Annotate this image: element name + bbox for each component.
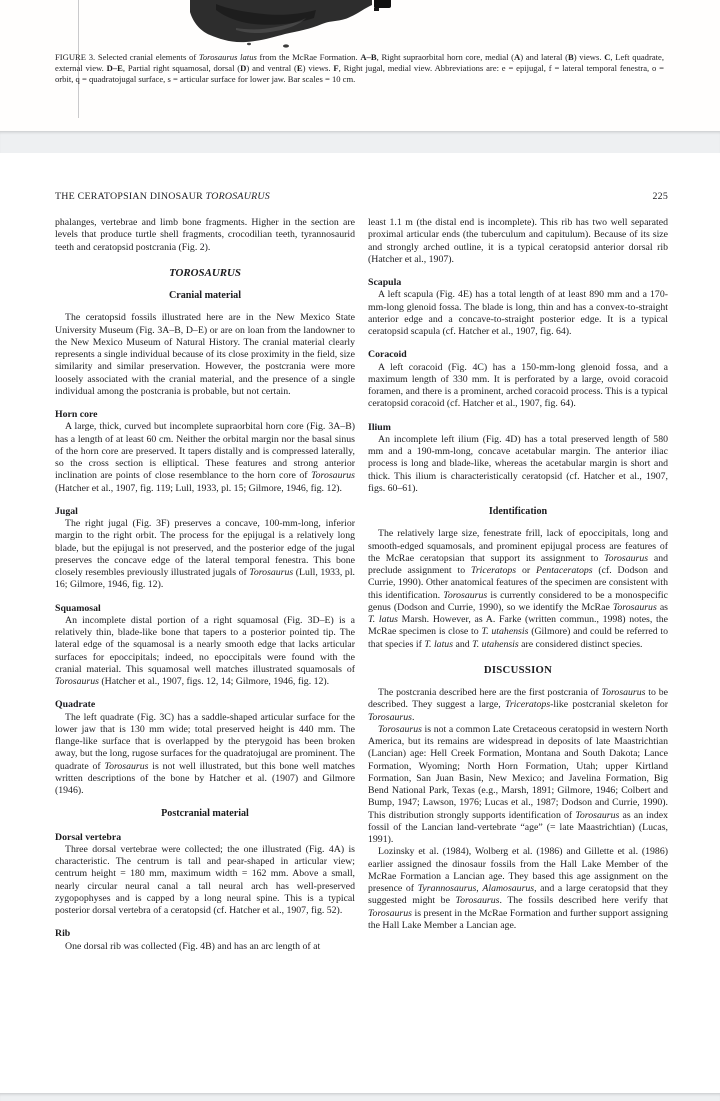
section-heading: Cranial material <box>168 290 242 301</box>
page-2 <box>0 153 720 1093</box>
section-heading: Dorsal vertebra <box>55 831 122 843</box>
section-heading: Postcranial material <box>161 808 249 820</box>
fossil-specimen-photo <box>186 0 376 50</box>
section-heading: Squamosal <box>55 602 101 614</box>
scale-bar-fragment <box>374 0 391 8</box>
paragraph: phalanges, vertebrae and limb bone fragments. Higher in the section are levels that produce turtle shell fragments, crocodilian teeth, tyrannosaurid teeth and ceratopsid postcrania (Fig. 2). <box>55 217 355 253</box>
section-heading: Identification <box>488 506 548 517</box>
section-heading: Horn core <box>55 409 98 420</box>
paragraph: Three dorsal vertebrae were collected; the one illustrated (Fig. 4A) is characteristic. The centrum is tall and pear-shaped in articular view; centrum height = 180 mm, maximum width = 162 mm. Above a small, nearly circular neural canal a tall neural arch has well-preserved zygopophyses and is capped by a long neural spine. This is a typical posterior dorsal vertebra of a ceratopsid (cf. Hatcher et al., 1907, fig. 52). <box>55 843 355 916</box>
paragraph: The postcrania described here are the first postcrania of Torosaurus to be described. They suggest a large, Triceratops-like postcranial skeleton for Torosaurus. <box>368 687 669 723</box>
page-gap <box>0 131 720 153</box>
paragraph: A large, thick, curved but incomplete supraorbital horn core (Fig. 3A–B) has a length of at least 60 cm. Neither the orbital margin nor the basal sinus of the horn core are preserved. It tapers distally and is compressed laterally, so the cross section is elliptical. These features and strong anterior inclination are points of close resemblance to the horn core of Torosaurus (Hatcher et al., 1907, fig. 119; Lull, 1933, pl. 15; Gilmore, 1946, fig. 12). <box>55 421 355 494</box>
paragraph: Torosaurus is not a common Late Cretaceous ceratopsid in western North America, but its remains are widespread in deposits of late Maastrichtian (Lancian) age: Hell Creek Formation, Montana and South Dakota; Lance Formation, Wyoming; North Horn Formation, Utah; upper Kirtland Formation, San Juan Basin, New Mexico; and Javelina Formation, Big Bend National Park, Texas (e.g., Marsh, 1891; Gilmore, 1946; Colbert and Bump, 1947; Lawson, 1976; Lucas et al., 1987; Dodson and Currie, 1990). This distribution strongly supports identification of Torosaurus as an index fossil of the Lancian land-vertebrate “age” (= late Maastrichtian) (Lucas, 1991). <box>368 723 668 845</box>
running-head <box>55 191 668 202</box>
two-column-text <box>55 217 668 953</box>
paragraph: The relatively large size, fenestrate frill, lack of epoccipitals, long and smooth-edged squamosals, and prominent epijugal process are features of the McRae ceratopsian that support its assignment to Torosaurus and preclude assignment to Triceratops or Pentaceratops (cf. Dodson and Currie, 1990). Other anatomical features of the specimen are consistent with this identification. Torosaurus is currently considered to be a monospecific genus (Dodson and Currie, 1990), so we identify the McRae Torosaurus as T. latus Marsh. However, as A. Farke (written commun., 1998) notes, the McRae specimen is close to T. utahensis (Gilmore) and could be referred to that species if T. latus and T. utahensis are considered distinct species. <box>368 528 669 650</box>
paragraph: An incomplete distal portion of a right squamosal (Fig. 3D–E) is a relatively thin, blade-like bone that tapers to a posterior pointed tip. The lateral edge of the squamosal is a nearly smooth edge that lacks articular surfaces for epoccipitals; indeed, no epoccipitals were found with the cranial material. This squamosal well matches illustrated squamosals of Torosaurus (Hatcher et al., 1907, figs. 12, 14; Gilmore, 1946, fig. 12). <box>55 614 355 687</box>
left-column <box>55 217 355 953</box>
paragraph: The left quadrate (Fig. 3C) has a saddle-shaped articular surface for the lower jaw that is 130 mm wide; total preserved height is 440 mm. The flange-like surface that is overlapped by the pterygoid has been broken away, but the long, rugose surfaces for the quadratojugal are prominent. The quadrate of Torosaurus is not well illustrated, but this bone well matches written descriptions of the bone by Hatcher et al. (1907) and Gilmore (1946). <box>55 711 355 796</box>
section-heading: Quadrate <box>55 699 96 711</box>
paragraph: An incomplete left ilium (Fig. 4D) has a total preserved length of 580 mm and a 190-mm-long, concave acetabular margin. The anterior iliac process is long and blade-like, whereas the acetabular margin is short and thick. This ilium is characteristically ceratopsid (cf. Hatcher et al., 1907, figs. 60–61). <box>368 433 668 494</box>
section-heading: Rib <box>55 928 71 940</box>
figure-caption: FIGURE 3. Selected cranial elements of Torosaurus latus from the McRae Formation. A–B, Right supraorbital horn core, medial (A) and lateral (B) views. C, Left quadrate, external view. D–E, Partial right squamosal, dorsal (D) and ventral (E) views. F, Right jugal, medial view. Abbreviations are: e = epijugal, f = lateral temporal fenestra, o = orbit, q = quadratojugal surface, s = articular surface for lower jaw. Bar scales = 10 cm. <box>55 52 665 84</box>
paragraph: A left scapula (Fig. 4E) has a total length of at least 890 mm and a 170-mm-long glenoid fossa. The blade is long, thin and has a convex-to-straight anterior edge and a concave-to-straight posterior edge. It is a typical ceratopsid scapula (cf. Hatcher et al., 1907, fig. 64). <box>368 289 668 337</box>
right-column <box>368 217 668 953</box>
section-heading: TOROSAURUS <box>169 266 241 279</box>
section-heading: Ilium <box>368 421 391 433</box>
paragraph: least 1.1 m (the distal end is incomplete). This rib has two well separated proximal articular ends (the tuberculum and capitulum). Because of its size and strongly arched outline, it is a typical ceratopsid anterior dorsal rib (Hatcher et al., 1907). <box>368 217 668 265</box>
paragraph: Lozinsky et al. (1984), Wolberg et al. (1986) and Gillette et al. (1986) earlier assigned the dinosaur fossils from the Hall Lake Member of the McRae Formation a Lancian age. They based this age assignment on the presence of Tyrannosaurus, Alamosaurus, and a large ceratopsid that they suggested might be Torosaurus. The fossils described here verify that Torosaurus is present in the McRae Formation and further support assigning the Hall Lake Member a Lancian age. <box>368 846 669 931</box>
page-number: 225 <box>652 191 668 202</box>
running-head-title: THE CERATOPSIAN DINOSAUR TOROSAURUS <box>55 191 270 202</box>
paragraph: The right jugal (Fig. 3F) preserves a concave, 100-mm-long, inferior margin to the right orbit. The process for the epijugal is a relatively long blade, but the epijugal is not preserved, and the posterior edge of the jugal preserves the concave edge of the lateral temporal fenestra. This bone closely resembles previously illustrated jugals of Torosaurus (Lull, 1933, pl. 16; Gilmore, 1946, fig. 12). <box>55 518 355 591</box>
paragraph: One dorsal rib was collected (Fig. 4B) and has an arc length of at <box>65 940 321 952</box>
page-gap-bottom <box>0 1093 720 1101</box>
paragraph: The ceratopsid fossils illustrated here are in the New Mexico State University Museum (Fig. 3A–B, D–E) or are on loan from the landowner to the New Mexico Museum of Natural History. The cranial material clearly represents a single individual because of its close proximity in the field, size similarity and similar preservation. However, the postcrania were more loosely associated with the cranial material, and the presence of a single individual among the postcrania is probable, but not certain. <box>55 312 355 397</box>
section-heading: Jugal <box>55 505 78 517</box>
section-heading: Coracoid <box>368 349 407 361</box>
page-1-bottom <box>0 0 720 131</box>
section-heading: Scapula <box>368 277 402 288</box>
paragraph: A left coracoid (Fig. 4C) has a 150-mm-long glenoid fossa, and a maximum length of 330 mm. It is perforated by a large, ovoid coracoid foramen, and there is a prominent, arched coracoid process. This is a typical ceratopsid coracoid (cf. Hatcher et al., 1907, fig. 64). <box>368 361 668 410</box>
section-heading: DISCUSSION <box>483 663 553 676</box>
